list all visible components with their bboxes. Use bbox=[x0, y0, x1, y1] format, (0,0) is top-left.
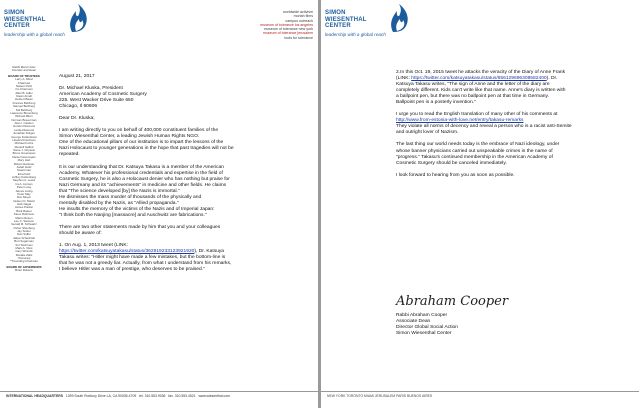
paragraph-line: should be aware of: bbox=[59, 230, 102, 236]
footer-web: www.wiesenthal.com bbox=[198, 394, 230, 398]
signature-script: Abraham Cooper bbox=[396, 294, 509, 309]
paragraph-3 bbox=[59, 225, 309, 237]
paragraph-line: a ballpoint pen, but there was no ballpoint pen at that time in Germany. bbox=[396, 94, 549, 100]
trustee-name: Rosalie Zalis bbox=[15, 252, 33, 257]
trustee-name: Herbert Baum bbox=[15, 97, 33, 102]
letter-footer-cities bbox=[321, 391, 639, 402]
address-line: American Academy of Cosmetic Surgery bbox=[59, 92, 147, 98]
footer-address: 1399 South Roxbury Drive LA, CA 90035-4709 bbox=[65, 394, 137, 398]
trustee-name: Jakee Schechtelt bbox=[12, 235, 35, 240]
paragraph-7 bbox=[396, 142, 632, 166]
trustee-name: **Founding Chairman bbox=[10, 259, 38, 264]
paragraph-line: mentally disabled by the Nazis, as "Allied propaganda." bbox=[59, 200, 179, 206]
trustee-name: Lawrence Bloomberg bbox=[10, 110, 38, 115]
trustee-name: Chairman bbox=[17, 80, 31, 85]
address-line: 225. West Wacker Drive Suite 650 bbox=[59, 98, 134, 104]
affiliates-list bbox=[233, 10, 313, 40]
paragraph-line: The last thing our world needs today is the embrace of Nazi ideology, under bbox=[396, 142, 560, 148]
trustee-name: Osher Shenberg bbox=[13, 225, 35, 230]
trustee-name: Stephen A. Lewis bbox=[12, 178, 36, 183]
paragraph-line: that "The science developed [by] the Nazis is immortal." bbox=[59, 188, 180, 194]
trustee-name: Burt Sugarman bbox=[14, 239, 34, 244]
letter-body-page-1 bbox=[59, 74, 309, 279]
signer-line: Simon Wiesenthal Center bbox=[396, 331, 452, 337]
affiliate-item: museum of tolerance new york bbox=[264, 27, 313, 32]
trustee-name: Brett Ratner bbox=[16, 208, 32, 213]
trustee-name: Co-Chairman bbox=[15, 87, 33, 92]
letterhead-logo bbox=[4, 10, 124, 37]
trustee-name: Peter Lowy bbox=[16, 185, 32, 190]
trustee-name: Stuart Ivan bbox=[17, 168, 31, 173]
paragraph-5-link-pre: (LINK: bbox=[396, 76, 412, 82]
trustee-name: Allen B. Adler bbox=[15, 90, 33, 95]
signer-block bbox=[396, 313, 632, 337]
trustee-name: Sid Belzberg bbox=[15, 107, 33, 112]
paragraph-line: It is our understanding that Dr. Katsuya Takasu is a member of the American bbox=[59, 164, 224, 170]
paragraph-line: There are two other statements made by him that you and your colleagues bbox=[59, 224, 221, 230]
trustee-name: Jay Snider bbox=[17, 229, 31, 233]
trustee-name: Leslie Diamond bbox=[14, 127, 34, 132]
board-of-trustees-sidebar bbox=[4, 66, 44, 273]
trustee-name: Jeffrey Katzenberg bbox=[11, 175, 37, 179]
trustee-name: Gary Winnick bbox=[15, 249, 33, 254]
affiliate-item: moriah films bbox=[293, 14, 313, 19]
tweet-link-1[interactable]: https://twitter.com/katsuyatakasu/status/362919233123921920 bbox=[59, 249, 195, 255]
trustee-name: James Packer bbox=[14, 205, 34, 210]
trustee-name: Gerald M. Schwartz bbox=[11, 222, 37, 227]
affiliate-item: worldwide activism bbox=[283, 10, 313, 14]
trustee-name: Steve J. Ghysels bbox=[13, 148, 35, 152]
letter-page-2 bbox=[321, 0, 639, 408]
trustee-name: Gordon Diamond bbox=[12, 124, 35, 129]
footer-hq: INTERNATIONAL HEADQUARTERS bbox=[6, 394, 63, 398]
trustee-name: Mary Hart bbox=[17, 158, 31, 163]
trustee-name: George Feldenkreis bbox=[11, 134, 37, 139]
paragraph-line: Academy. Whatever his professional credentials and expertise in the field of bbox=[59, 170, 223, 176]
trustee-name: Lee C. Samson bbox=[14, 218, 34, 223]
trustee-name: Norman Braverman bbox=[11, 117, 37, 122]
paragraph-6 bbox=[396, 112, 632, 136]
trustee-name: Frances Belzberg bbox=[12, 100, 36, 105]
flame-logo-icon bbox=[387, 4, 411, 34]
paragraph-line: He insults the memory of the victims of the Nazis and of Imperial Japan: bbox=[59, 206, 215, 212]
org-name-line: SIMON bbox=[4, 10, 25, 16]
trustee-name: Founder and Dean bbox=[11, 68, 37, 73]
affiliate-item: tools for tolerance bbox=[284, 35, 313, 40]
letter-page-1 bbox=[0, 0, 318, 408]
paragraph-4-head: 1. On Aug. 1, 2013 tweet (LINK: bbox=[59, 243, 129, 249]
trustee-name: Martin Rosen bbox=[15, 215, 33, 220]
paragraph-line: Simon Wiesenthal Center, a leading Jewish Human Rights NGO. bbox=[59, 134, 200, 140]
paragraph-line: I believe Hitler was a man of prestige, who deserves to be praised." bbox=[59, 267, 205, 273]
letter-body-page-2 bbox=[396, 70, 632, 185]
trustee-name: Howard Friedman bbox=[12, 137, 36, 142]
trustee-name: Ron Meyer bbox=[16, 195, 32, 200]
paragraph-line: Ballpoint pen is a posterly invention." bbox=[396, 100, 476, 106]
trustee-name: Bruce Greenspan bbox=[12, 151, 36, 156]
trustee-name: Russell Galbut bbox=[14, 144, 34, 149]
paragraph-line: repeated. bbox=[59, 152, 80, 158]
trustee-name: *Honorary bbox=[17, 256, 31, 260]
paragraph-5-link-post: ). Dr. bbox=[546, 76, 558, 82]
paragraph-line: Takasu writes: "Hitler might have made a few mistakes, but the bottom-line is bbox=[59, 255, 226, 261]
paragraph-line: completely different. Kids can't write like that name. Anne's diary is written with bbox=[396, 88, 566, 94]
paragraph-line: He dismisses the mass murder of thousands of the physically and bbox=[59, 194, 202, 200]
paragraph-line: "I think both the Nanjing [massacre] and Auschwitz are fabrications." bbox=[59, 212, 207, 218]
trustee-name: Robert Hartman bbox=[13, 161, 35, 166]
paragraph-line: I am writing directly to you on behalf of 400,000 constituent families of the bbox=[59, 128, 219, 134]
affiliate-item: museum of tolerance jerusalem bbox=[262, 31, 313, 36]
trustee-name: Mark A. Vitos bbox=[15, 245, 33, 250]
org-name-line: WIESENTHAL bbox=[325, 16, 367, 23]
recipient-address bbox=[59, 86, 309, 110]
paragraph-5 bbox=[396, 70, 632, 106]
affiliate-item: museum of tolerance los angeles bbox=[260, 22, 313, 27]
paragraph-line: Nazi Holocaust to younger generations in the hope that past tragedies will not be bbox=[59, 146, 234, 152]
signer-line: Director Global Social Action bbox=[396, 325, 458, 331]
org-name-line: WIESENTHAL bbox=[4, 16, 46, 23]
paragraph-line: Katsuya Takasu writes, "The sign of Anne and the letter of the diary are bbox=[396, 82, 550, 88]
trustee-name: Brian Roberts bbox=[15, 268, 33, 273]
trustee-name: Samuel Belzberg bbox=[12, 104, 35, 109]
paragraph-line: One of the educational pillars of our institution is to impart the lessons of the bbox=[59, 140, 224, 146]
footer-tel: tel. 310.553.9036 bbox=[139, 394, 166, 398]
paragraph-6-text: I urge you to read the English translation of many other of his comments at bbox=[396, 112, 558, 118]
paragraph-line: Cosmetic Surgery should be canceled immediately. bbox=[396, 160, 507, 166]
trustee-name: Alan I. Casden bbox=[14, 121, 34, 125]
trustee-name: Steve Robinson bbox=[13, 212, 35, 217]
signer-line: Associate Dean bbox=[396, 319, 431, 325]
paragraph-line: whose banner physicians carried out unspeakable crimes in the name of bbox=[396, 148, 553, 154]
signer-line: Rabbi Abraham Cooper bbox=[396, 313, 448, 318]
paragraph-line: They violate all norms of decency and reveal a person who is a racist anti-Semite bbox=[396, 124, 572, 130]
trustee-name: Judah Heitz bbox=[16, 164, 32, 169]
address-line: Chicago, Il 60606 bbox=[59, 104, 98, 110]
org-name-line: SIMON bbox=[325, 10, 346, 16]
paragraph-8: I look forward to hearing from you as soon as possible. bbox=[396, 172, 515, 178]
trustee-name: Ezra Katz bbox=[17, 171, 31, 176]
trustee-name: Dawn Arnall bbox=[16, 94, 32, 98]
letter-date: August 21, 2017 bbox=[59, 74, 95, 79]
org-tagline: leadership with a global reach bbox=[4, 31, 65, 37]
paragraph-4-rest: ), Dr. Katsuya bbox=[194, 249, 225, 255]
trustee-name: Nelson Peltz bbox=[15, 83, 33, 88]
org-tagline: leadership with a global reach bbox=[325, 31, 386, 37]
address-line: Dr. Michael Kluska, President bbox=[59, 86, 123, 92]
remarks-link[interactable]: http://www.from-estonia-with-love.net/entry/takasu-remarks bbox=[396, 118, 524, 124]
salutation: Dear Dr. Kluska; bbox=[59, 116, 95, 122]
affiliate-item: campus outreach bbox=[285, 18, 313, 23]
trustee-name: Larry A. Mizel bbox=[15, 77, 33, 82]
paragraph-line: Nazi Germany and its "achievements" in medicine and other fields. He claims bbox=[59, 182, 227, 188]
trustee-name: Richard Blum bbox=[15, 114, 33, 119]
paragraph-2 bbox=[59, 165, 309, 219]
footer-fax: fax. 310.553.4521 bbox=[168, 394, 196, 398]
letterhead-logo bbox=[325, 10, 445, 37]
trustee-name: Ira A. Lipman bbox=[15, 181, 33, 186]
trustee-name: Daniel Greenspan bbox=[12, 154, 36, 159]
trustee-name: Sol Teichman bbox=[15, 242, 33, 247]
paragraph-line: Cosmetic Surgery, he is also a Holocaust denier who has nothing but praise for bbox=[59, 176, 230, 182]
trustee-name: Peter May bbox=[17, 191, 31, 196]
paragraph-4 bbox=[59, 243, 309, 273]
trustee-name: Rabbi Marvin Hier bbox=[12, 65, 36, 69]
sidebar-heading: BOARD OF GOVERNORS bbox=[6, 264, 42, 269]
sidebar-heading: BOARD OF TRUSTEES bbox=[8, 73, 40, 78]
trustee-name: Jonathan Dolgen bbox=[13, 131, 35, 136]
org-name-line: CENTER bbox=[325, 23, 351, 29]
trustee-name: James Lustig bbox=[15, 188, 33, 193]
trustee-name: Gideon D. Mazel bbox=[13, 198, 35, 203]
trustee-name: Jack Nagel bbox=[16, 202, 32, 206]
signature bbox=[396, 292, 516, 310]
paragraph-5-head: 2.In this Oct. 19, 2015 tweet he attacks the veracity of the Diary of Anne Frank bbox=[396, 70, 566, 75]
tweet-link-2[interactable]: https://twitter.com/katsuyatakasu/status/656129696308582400 bbox=[411, 76, 547, 82]
paragraph-line: that he was not a greedy liar. Actually, from what I understand from his remarks, bbox=[59, 261, 232, 267]
flame-logo-icon bbox=[66, 4, 90, 34]
paragraph-line: "progress." Takasu's continued membership in the American Academy of bbox=[396, 154, 553, 160]
paragraph-1 bbox=[59, 128, 309, 158]
trustee-name: Dan Suffer bbox=[17, 232, 31, 237]
org-name-line: CENTER bbox=[4, 23, 30, 29]
letter-footer bbox=[0, 391, 318, 402]
trustee-name: Michael Fuchs bbox=[14, 141, 34, 146]
paragraph-line: and outright lover of Nazism. bbox=[396, 130, 459, 136]
footer-cities: NEW YORK TORONTO MIAMI JERUSALEM PARIS BUENOS AIRES bbox=[327, 394, 433, 398]
